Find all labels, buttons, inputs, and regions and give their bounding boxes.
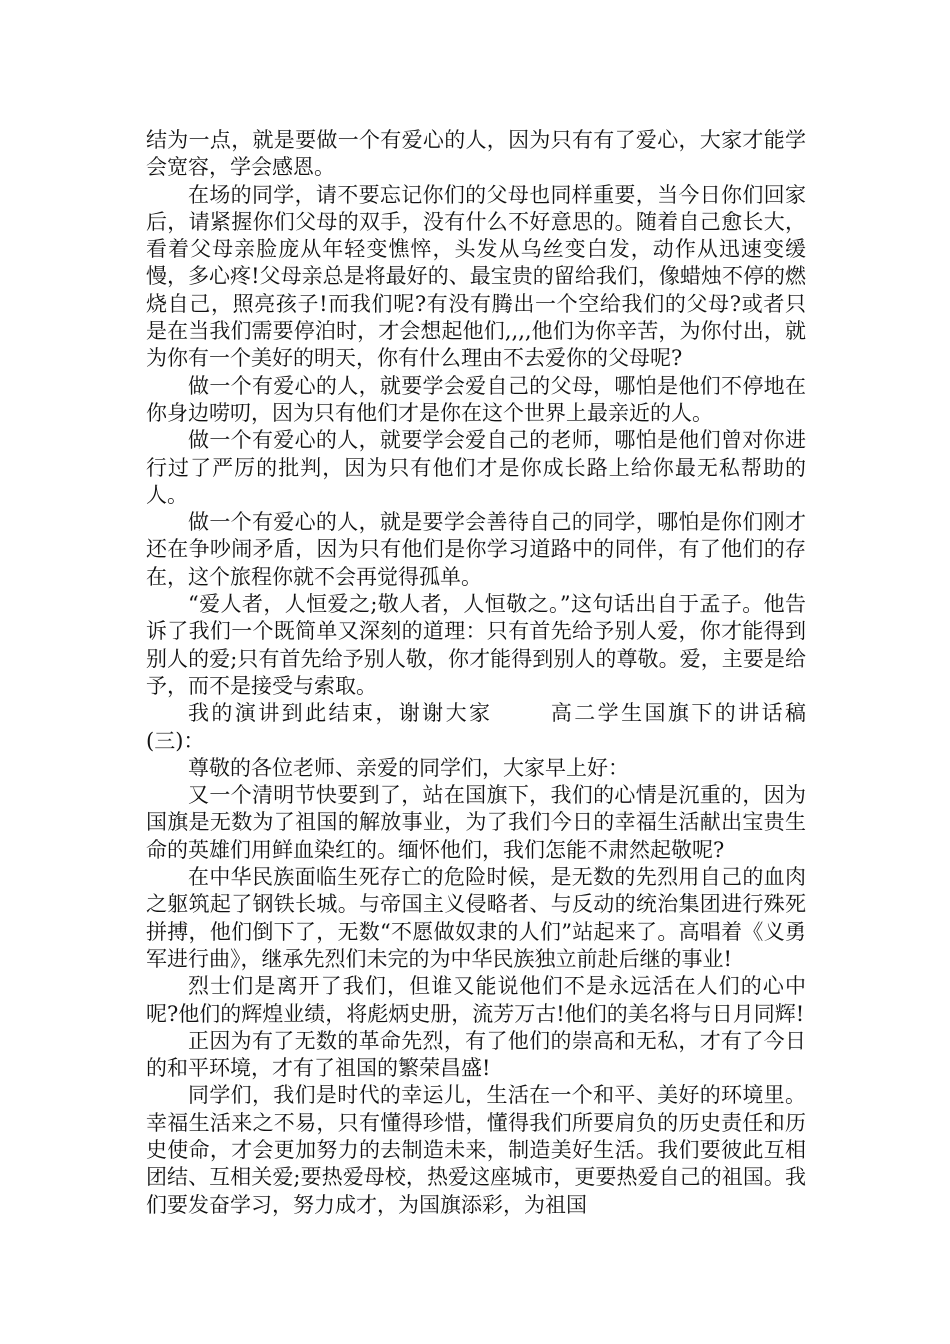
paragraph-4: 做一个有爱心的人，就要学会爱自己的老师，哪怕是他们曾对你进行过了严厉的批判，因为只有他们才是你成长路上给你最无私帮助的人。 (146, 428, 806, 507)
document-body (146, 127, 806, 1219)
paragraph-10: 在中华民族面临生死存亡的危险时候，是无数的先烈用自己的血肉之躯筑起了钢铁长城。与帝国主义侵略者、与反动的统治集团进行殊死拼搏，他们倒下了，无数“不愿做奴隶的人们”站起来了。高唱着《义勇军进行曲》，继承先烈们未完的为中华民族独立前赴后继的事业! (146, 865, 806, 971)
section-heading: 高二学生国旗下的讲话稿(三)： (146, 701, 807, 753)
paragraph-5: 做一个有爱心的人，就是要学会善待自己的同学，哪怕是你们刚才还在争吵闹矛盾，因为只有他们是你学习道路中的同伴，有了他们的存在，这个旅程你就不会再觉得孤单。 (146, 510, 806, 589)
paragraph-7 (146, 700, 806, 755)
paragraph-12: 正因为有了无数的革命先烈，有了他们的崇高和无私，才有了今日的和平环境，才有了祖国的繁荣昌盛! (146, 1028, 806, 1081)
paragraph-2: 在场的同学，请不要忘记你们的父母也同样重要，当今日你们回家后，请紧握你们父母的双手，没有什么不好意思的。随着自己愈长大，看着父母亲脸庞从年轻变憔悴，头发从乌丝变白发，动作从迅速变缓慢，多心疼!父母亲总是将最好的、最宝贵的留给我们，像蜡烛不停的燃烧自己，照亮孩子!而我们呢?有没有腾出一个空给我们的父母?或者只是在当我们需要停泊时，才会想起他们,,,,他们为你辛苦，为你付出，就为你有一个美好的明天，你有什么理由不去爱你的父母呢? (146, 182, 806, 371)
paragraph-8: 尊敬的各位老师、亲爱的同学们，大家早上好： (188, 755, 629, 780)
paragraph-6: “爱人者，人恒爱之;敬人者，人恒敬之。”这句话出自于孟子。他告诉了我们一个既简单又深刻的道理：只有首先给予别人爱，你才能得到别人的爱;只有首先给予别人敬，你才能得到别人的尊敬。爱，主要是给予，而不是接受与索取。 (146, 592, 806, 698)
paragraph-9: 又一个清明节快要到了，站在国旗下，我们的心情是沉重的，因为国旗是无数为了祖国的解放事业，为了我们今日的幸福生活献出宝贵生命的英雄们用鲜血染红的。缅怀他们，我们怎能不肃然起敬呢? (146, 783, 806, 862)
paragraph-11: 烈士们是离开了我们，但谁又能说他们不是永远活在人们的心中呢?他们的辉煌业绩，将彪炳史册，流芳万古!他们的美名将与日月同辉! (146, 974, 806, 1026)
closing-remark: 我的演讲到此结束，谢谢大家 (188, 701, 493, 726)
paragraph-3: 做一个有爱心的人，就要学会爱自己的父母，哪怕是他们不停地在你身边唠叨，因为只有他们才是你在这个世界上最亲近的人。 (146, 373, 806, 425)
paragraph-13: 同学们，我们是时代的幸运儿，生活在一个和平、美好的环境里。幸福生活来之不易，只有懂得珍惜，懂得我们所要肩负的历史责任和历史使命，才会更加努力的去制造未来，制造美好生活。我们要彼此互相团结、互相关爱;要热爱母校，热爱这座城市，更要热爱自己的祖国。我们要发奋学习，努力成才，为国旗添彩，为祖国 (146, 1083, 806, 1217)
paragraph-1: 结为一点，就是要做一个有爱心的人，因为只有有了爱心，大家才能学会宽容，学会感恩。 (146, 128, 806, 180)
